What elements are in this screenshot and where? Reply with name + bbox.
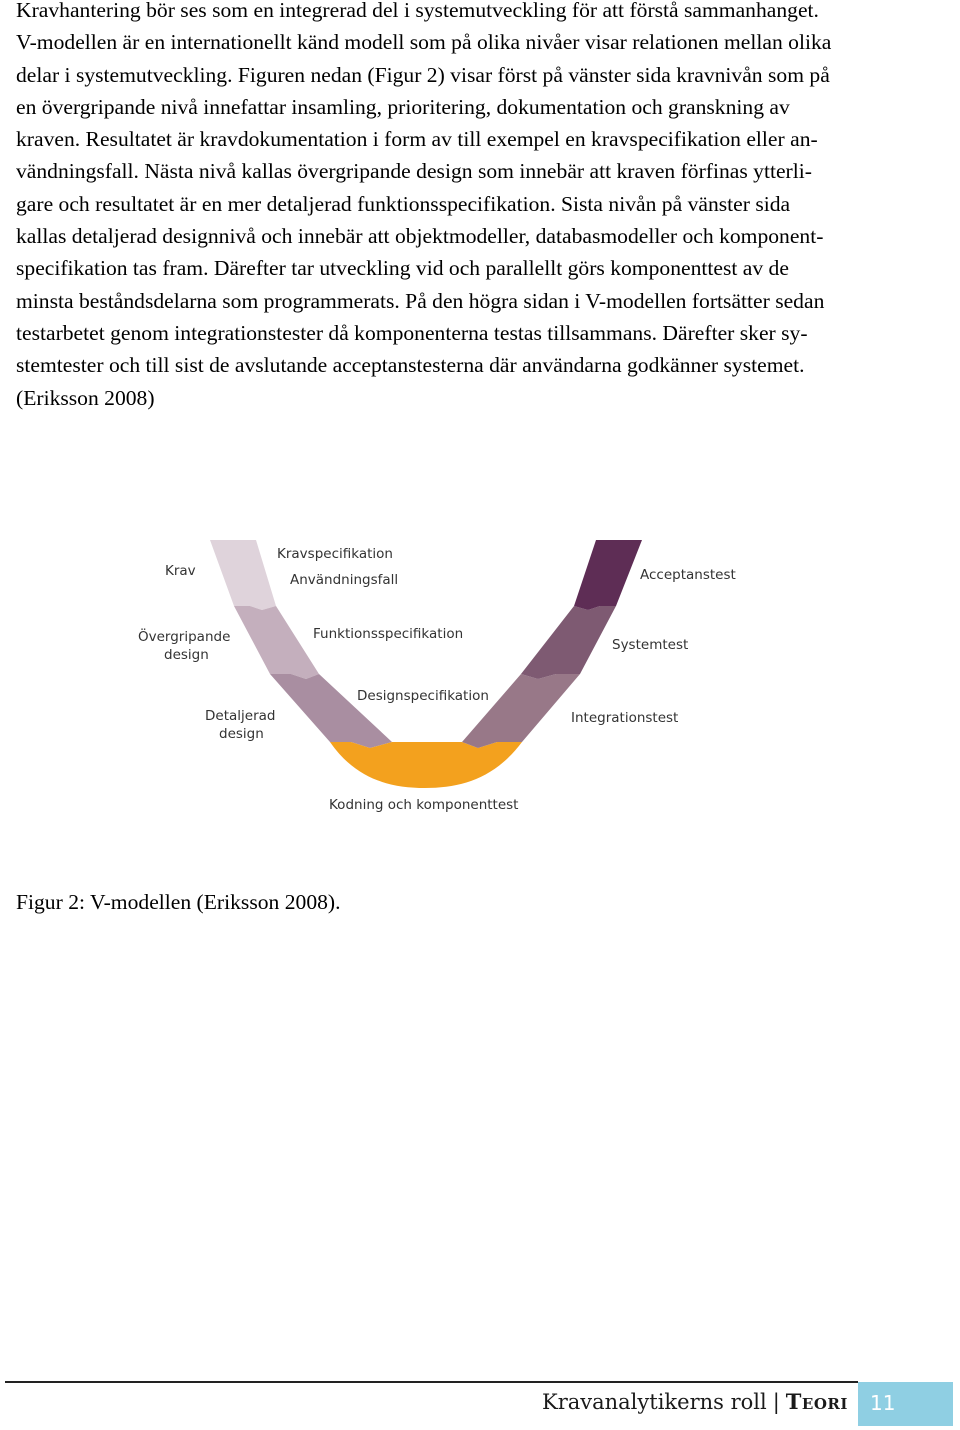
text-line: kallas detaljerad designnivå och innebär att objektmodeller, databasmodeller och komponent- (16, 224, 824, 249)
body-paragraph (16, 0, 946, 414)
label-krav: Krav (165, 563, 196, 579)
text-line: V-modellen är en internationellt känd modell som på olika nivåer visar relationen mellan olika (16, 30, 832, 55)
label-kodning: Kodning och komponenttest (329, 797, 519, 813)
label-detaljerad-design-2: design (219, 726, 264, 742)
label-designspecifikation: Designspecifikation (357, 688, 489, 704)
label-detaljerad-design: Detaljerad (205, 708, 276, 724)
text-line: Kravhantering bör ses som en integrerad del i systemutveckling för att förstå sammanhanget. (16, 0, 819, 22)
segment-krav (210, 540, 276, 610)
running-footer (542, 1389, 848, 1414)
segment-detaljerad-design (270, 674, 392, 748)
v-model-figure (0, 520, 960, 830)
text-line: gare och resultatet är en mer detaljerad funktionsspecifikation. Sista nivån på vänster sida (16, 191, 791, 216)
text-line: testarbetet genom integrationstester då komponenterna testas tillsammans. Därefter sker sy- (16, 320, 808, 345)
segment-systemtest (521, 606, 616, 679)
footer-title: Kravanalytikerns roll (542, 1390, 767, 1414)
text-line: vändningsfall. Nästa nivå kallas övergripande design som innebär att kraven förfinas ytterli- (16, 159, 812, 184)
segment-acceptanstest (574, 540, 642, 610)
label-systemtest: Systemtest (612, 637, 689, 653)
text-line: specifikation tas fram. Därefter tar utveckling vid och parallellt görs komponenttest av de (16, 256, 789, 281)
text-line: minsta beståndsdelarna som programmerats. På den högra sidan i V-modellen fortsätter sedan (16, 288, 825, 313)
label-kravspecifikation: Kravspecifikation (277, 546, 393, 562)
footer-section: Teori (785, 1389, 848, 1414)
figure-caption: Figur 2: V-modellen (Eriksson 2008). (16, 890, 341, 914)
label-acceptanstest: Acceptanstest (640, 567, 736, 583)
text-line: en övergripande nivå innefattar insamling, prioritering, dokumentation och granskning av (16, 94, 790, 119)
v-model-diagram (0, 520, 960, 830)
label-funktionsspecifikation: Funktionsspecifikation (313, 626, 464, 642)
label-integrationstest: Integrationstest (571, 710, 679, 726)
page-number: 11 (870, 1391, 896, 1415)
text-line: stemtester och till sist de avslutande acceptanstesterna där användarna godkänner systemet. (16, 353, 805, 378)
segment-integrationstest (462, 674, 580, 748)
label-anvandningsfall: Användningsfall (290, 572, 399, 588)
footer-divider (5, 1381, 858, 1383)
label-overgripande-design-2: design (164, 647, 209, 663)
segment-overgripande-design (234, 606, 319, 679)
segment-kodning (330, 742, 522, 788)
text-line: (Eriksson 2008) (16, 385, 155, 410)
footer-separator: | (772, 1390, 780, 1414)
text-line: kraven. Resultatet är kravdokumentation i form av till exempel en kravspecifikation eller an- (16, 127, 818, 152)
text-line: delar i systemutveckling. Figuren nedan (Figur 2) visar först på vänster sida kravnivån som på (16, 62, 830, 87)
label-overgripande-design: Övergripande (138, 629, 231, 645)
page-number-box (858, 1382, 953, 1426)
